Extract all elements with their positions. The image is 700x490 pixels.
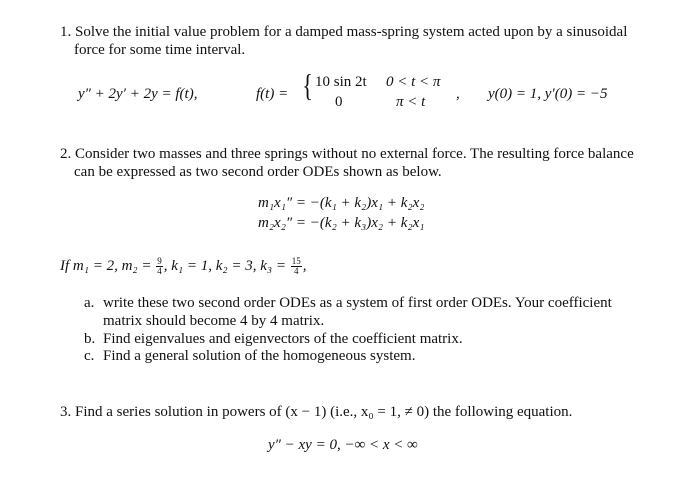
k3-fraction: $\frac{15}{4}$: [291, 256, 301, 276]
problem-1-case1-cond: 0 < t < π: [386, 74, 441, 90]
part-c-marker: c.: [84, 348, 95, 364]
problem-3-line-1: 3. Find a series solution in powers of (x − 1) (i.e., x₀ = 1, ≠ 0) the following equation.: [60, 404, 573, 420]
problem-2-equation-2: m₂x₂″ = −(k₂ + k₃)x₂ + k₂x₁: [258, 215, 425, 231]
problem-1-line-1: 1. Solve the initial value problem for a damped mass-spring system acted upon by a sinusoidal: [60, 24, 628, 40]
problem-3-equation: y″ − xy = 0, −∞ < x < ∞: [268, 437, 418, 453]
part-a-continuation: matrix should become 4 by 4 matrix.: [103, 313, 325, 329]
problem-2-line-1: 2. Consider two masses and three springs without no external force. The resulting force balance: [60, 146, 634, 162]
problem-1-comma: ,: [456, 86, 460, 102]
part-a-marker: a.: [84, 295, 95, 311]
part-b-text: Find eigenvalues and eigenvectors of the coefficient matrix.: [103, 331, 463, 347]
m2-fraction: $\frac{9}{4}$: [157, 256, 162, 276]
part-c-text: Find a general solution of the homogeneous system.: [103, 348, 416, 364]
problem-1-initial-conditions: y(0) = 1, y′(0) = −5: [488, 86, 608, 102]
problem-2-line-2: can be expressed as two second order ODEs shown as below.: [74, 164, 442, 180]
problem-1-f-lhs: f(t) =: [256, 86, 289, 102]
problem-2-equation-1: m₁x₁″ = −(k₁ + k₂)x₁ + k₂x₂: [258, 195, 425, 211]
problem-1-brace: {: [302, 67, 314, 103]
problem-2-given-values: If m₁ = 2, m₂ = $\frac{9}{4}$ , k₁ = 1, k₂ = 3, k₃ = $\frac{15}{4}$ ,: [60, 256, 307, 276]
part-b-marker: b.: [84, 331, 96, 347]
problem-1-line-2: force for some time interval.: [74, 42, 246, 58]
problem-1-case1-value: 10 sin 2t: [315, 74, 367, 90]
problem-1-ode: y″ + 2y′ + 2y = f(t),: [78, 86, 198, 102]
part-a-text: write these two second order ODEs as a system of first order ODEs. Your coefficient: [103, 295, 612, 311]
problem-1-case2-cond: π < t: [396, 94, 426, 110]
problem-1-case2-value: 0: [335, 94, 343, 110]
